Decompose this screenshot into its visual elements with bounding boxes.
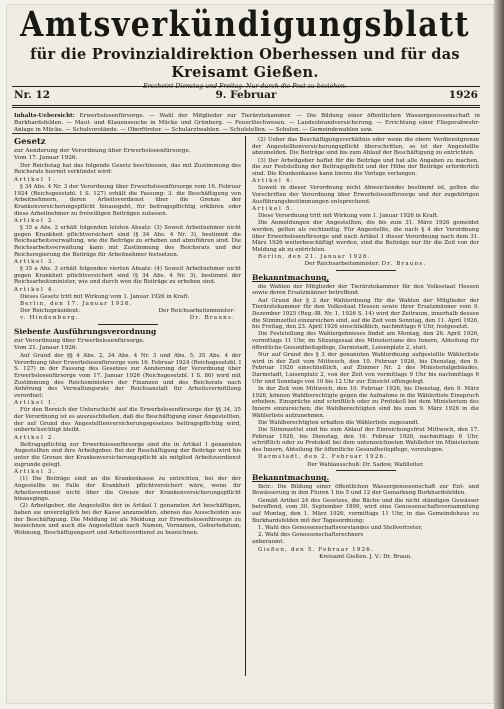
verordnung-art5-text: Diese Verordnung tritt mit Wirkung vom 1. Januar 1926 in Kraft. (258, 213, 439, 220)
gesetz-art4-title: Artikel 4. (14, 286, 57, 293)
verordnung-art5-title: Artikel 5. (252, 205, 295, 212)
gesetz-art1-title: Artikel 1. (14, 176, 57, 183)
verordnung-art3-title: Artikel 3. (14, 469, 57, 476)
table-of-contents (14, 113, 480, 134)
verordnung-place-date: Berlin, den 21. Januar 1926. (258, 254, 371, 261)
masthead (10, 6, 480, 91)
masthead-subtitle: für die Provinzialdirektion Oberhessen und für das Kreisamt Gießen. (30, 46, 460, 81)
issue-year: 1926 (448, 89, 478, 101)
bek1-place-date: Darmstadt, den 2. Februar 1926. (258, 454, 388, 461)
issue-number: Nr. 12 (14, 89, 51, 101)
verordnung-intro: Auf Grund der §§ 4 Abs. 2, 34 Abs. 4 Nr. 3 und Abs. 5, 35 Abs. 4 der Verordnung über Erwerbslosenfürsorge vom 16. Februar 1924 (Reichsgesetzbl. I S. 127) in der Fassung des Gesetzes zur Aenderung der Verordnung über Erwerbslosenfürsorge vom 17. Januar 1926 (Reichsgesetzbl. I S. 86) wird mit Zustimmung des Reichsministers der Finanzen und des Reichsrats nach Anhörung des Verwaltungsrats der Reichsanstalt für Arbeitsvermittlung verordnet: (14, 353, 241, 399)
continuation-text: (2) Ueber das Beschäftigungsverhältnis oder wenn die obere Verdienstgrenze der Angestelltenversicherungspflicht überschritten, so ist der Angestellte abzumelden. Die Beiträge sind bis zum Ablauf der Beschäftigung zu entrichten. (252, 137, 479, 157)
bek2-item-1: 1. Wahl des Genossenschaftsvorstandes und Stellvertreter, (258, 524, 423, 531)
header-rule-bottom (12, 105, 480, 106)
header-rule-double (12, 107, 480, 108)
gesetz-sig-left-name: v. Hindenburg. (20, 315, 79, 322)
book-binding-edge (494, 0, 504, 709)
gesetz-art1-text: § 34 Abs. 4 Nr. 3 der Verordnung über Erwerbslosenfürsorge vom 16. Februar 1924 (Reichsgesetzbl. I S. 127) erhält die Fassung: 3. die Beschäftigung von Arbeitnehmern, deren Arbeitsverdienst über die Grenze der Krankenversicherungspflicht hinausgeht, für beitragspflichtig erklären oder diese Arbeitnehmer zu freiwilligen Beiträgen zulassen. (14, 183, 241, 217)
gesetz-signature-names (20, 315, 235, 322)
bek2-text-2: Gemäß Artikel 24 des Gesetzes, die Bäche und die nicht ständigen Gewässer betreffend, vom 30. September 1899, wird eine Genossenschaftsversammlung auf Montag, den 1. März 1926, vormittags 11 Uhr, in das Gemeindehaus zu Burkhardsfelden mit der Tagesordnung: (252, 497, 479, 524)
issue-line (14, 89, 478, 103)
bek2-text-3: anberaumt. (252, 539, 285, 546)
gesetz-art3-text: § 35 a Abs. 3 erhält folgenden vierten Absatz: (4) Soweit Arbeitnehmer nicht gegen Krankheit pflichtversichert sind (§ 34 Abs. 4 Nr. 3), bestimmt der Reichsarbeitsminister, wie und durch wen die Beiträge zu erheben sind. (14, 266, 241, 286)
masthead-title: Amtsverkündigungsblatt (20, 4, 470, 46)
verordnung-art4-title: Artikel 4. (252, 178, 295, 185)
toc-label: Inhalts-Uebersicht: (14, 113, 75, 119)
gesetz-heading: Gesetz (14, 137, 46, 147)
verordnung-art2-title: Artikel 2. (14, 434, 57, 441)
header-rule-top (12, 86, 480, 87)
gesetz-art4-text: Dieses Gesetz tritt mit Wirkung vom 1. Januar 1926 in Kraft. (20, 293, 190, 300)
gesetz-place-date: Berlin, den 17. Januar 1926. (20, 301, 133, 307)
bek1-subheading: die Wahlen der Mitglieder der Tierärztekammer für den Volksstaat Hessen sowie deren Ersatzmänner betreffend. (252, 283, 479, 297)
bek1-text-4: In der Zeit vom Mittwoch, den 10. Februar 1926, bis Dienstag, den 9. März 1926, können Wahlberechtigte gegen die Aufnahme in die Wählerliste Einspruch erheben. Einsprüche sind schriftlich oder zu Protokoll bei dem Ministerium des Innern einzureichen; die Wahlberechtigten sind bis zum 9. März 1926 in die Wählerliste aufzunehmen. (252, 385, 479, 419)
bek2-place-date: Gießen, den 5. Februar 1926. (258, 546, 374, 553)
gesetz-art3-title: Artikel 3. (14, 258, 57, 265)
section-divider (336, 270, 396, 271)
verordnung-date: Vom 21. Januar 1926. (14, 345, 78, 352)
gesetz-art2-title: Artikel 2. (14, 217, 57, 224)
verordnung-art3-text: (1) Die Beiträge sind an die Krankenkasse zu entrichten, bei der der Angestellte im Falle der Krankheit pflichtversichert wäre, wenn ihr Arbeitsverdienst nicht über die Grenze der Krankenversicherungspflicht hinausginge. (14, 476, 241, 503)
gesetz-date: Vom 17. Januar 1926. (14, 155, 78, 162)
gesetz-signature-roles (20, 308, 235, 315)
bek1-text-3: Nur auf Grund des § 3 der genannten Wahlordnung aufgestellte Wählerliste wird in der Zeit vom Mittwoch, den 10. Februar 1926, bis Dienstag, den 9. Februar 1926 einschließlich, auf Zimmer Nr. 2 des Ministerialgebäudes, Darmstadt, Luisenplatz 2, von der Zeit von vormittags 9 Uhr bis nachmittags 6 Uhr und Sonntags von 10 bis 12 Uhr zur Einsicht offengelegt. (252, 352, 479, 385)
section-divider (98, 324, 158, 325)
bek2-signature: Kreisamt Gießen. J. V.: Dr. Braun. (319, 553, 412, 560)
publication-note: Erscheint Dienstag und Freitag. Nur durch die Post zu beziehen. (143, 83, 347, 90)
verordnung-art4-text: Soweit in dieser Verordnung nicht Abweichendes bestimmt ist, gelten die Vorschriften der Verordnung über Erwerbslosenfürsorge und der zugehörigen Ausführungsbestimmungen entsprechend. (252, 185, 479, 205)
bek2-item-2: 2. Wahl des Genossenschaftsrechners (258, 532, 364, 539)
verordnung-heading: Siebente Ausführungsverordnung (14, 327, 157, 337)
verordnung-subheading: zur Verordnung über Erwerbslosenfürsorge. (14, 337, 145, 344)
right-column (252, 137, 479, 561)
toc-text: Erwerbslosenfürsorge. — Wahl der Mitglieder zur Tierärztekammer. — Die Bildung einer öffentlichen Wassergenossenschaft in Burkhardsfelden. — Maul- und Klauenseuche in Mücke und Grünberg. — Feuerlöschwesen. — Landesbrandversicherung. — Errichtung einer Fliegerabwehr-Anlage in Mücke. — Schulvorstände. — Oberförster. — Schularztwahlen. — Schulstellen. — Schulen. — Gemeindewahlen usw. (14, 113, 481, 133)
bek2-text-1: Betr.: Die Bildung einer öffentlichen Wassergenossenschaft zur Ent- und Bewässerung in den Fluren 1 bis 5 und 12 der Gemarkung Burkhardsfelden. (252, 483, 479, 497)
verordnung-sig-name: Dr. Brauns. (381, 261, 427, 268)
continuation-text-2: (3) Der Arbeitgeber haftet für die Beiträge und hat alle Angaben zu machen, die zur Feststellung der Beitragspflicht und der Höhe der Beiträge erforderlich sind. Die Krankenkasse kann hierzu die Vorlage verlangen. (252, 157, 479, 177)
column-separator (245, 136, 246, 676)
bek2-heading: Bekanntmachung. (252, 473, 330, 483)
verordnung-art1-text: Für den Bereich der Unterschicht auf die Erwerbslosenfürsorge der §§ 34, 35 der Verordnung ist es auszuschließen, daß die Beschäftigung einer Angestellten, der auf Grund des Angestelltenversicherungsgesetzes beitragspflichtig wird, unberücksichtigt bleibt. (14, 407, 241, 434)
gesetz-sig-left-role: Der Reichspräsident: (20, 308, 81, 315)
transition-text: Die Anmeldungen der Angestellten, die bis zum 31. März 1926 gemeldet werden, gelten als rechtzeitig. Für Angestellte, die nach § 4 der Verordnung über Erwerbslosenfürsorge und nach Artikel 1 dieser Verordnung nach dem 31. März 1926 weiterbeschäftigt werden, sind die Beiträge nur für die Zeit von der Meldung ab zu entrichten. (252, 220, 479, 253)
bek1-text-1: Auf Grund der § 2 der Wahlordnung für die Wahlen der Mitglieder der Tierärztekammer für den Volksstaat Hessen sowie ihrer Ersatzmänner vom 9. Dezember 1925 (Reg.-Bl. Nr. 1, 1926 S. 14) wird der Zeitraum, innerhalb dessen die Stimmzettel einzureichen sind, auf die Zeit vom Sonntag, den 11. April 1926, bis Freitag, den 23. April 1926 einschließlich, nachmittags 6 Uhr, festgesetzt. (252, 297, 479, 331)
bek1-signature: Der Wahlausschuß: Dr. Sadow, Wahlleiter. (307, 461, 424, 468)
bek1-heading: Bekanntmachung, (252, 273, 330, 283)
bek1-text-2: Die Feststellung des Wahlergebnisses findet am Montag, den 26. April 1926, vormittags 11 Uhr, im Sitzungssaal des Ministeriums des Innern, Abteilung für öffentliche Gesundheitspflege, Darmstadt, Luisenplatz 2, statt. (252, 331, 479, 351)
left-column (14, 137, 241, 537)
toc-rule (12, 133, 480, 134)
verordnung-art2-text: Beitragspflichtig zur Erwerbslosenfürsorge sind die in Artikel 1 genannten Angestellten und ihre Arbeitgeber. Bei der Beschäftigung der Beiträge wird bis unter die Grenze der Krankenversicherungspflicht als mitglied Arbeitsverdienst zugrunde gelegt. (14, 441, 241, 468)
issue-date: 9. Februar (215, 89, 277, 101)
gesetz-art2-text: § 35 a Abs. 2 erhält folgenden letzten Absatz: (3) Soweit Arbeitnehmer nicht gegen Krankheit pflichtversichert sind (§ 34 Abs. 4 Nr. 3), bestimmt die Reichsarbeitsverwaltung, wie die Beiträge zu erheben und abzuführen sind. Die Reichsarbeitsverwaltung kann mit Zustimmung des Reichsrats und der Reichsregierung die Beiträge für Arbeitnehmer festsetzen. (14, 224, 241, 258)
gesetz-subheading: zur Aenderung der Verordnung über Erwerbslosenfürsorge. (14, 147, 191, 154)
gesetz-sig-right-role: Der Reichsarbeitsminister: (158, 308, 235, 315)
verordnung-signature (252, 261, 479, 268)
bek1-text-5: Die Wahlberechtigten erhalten die Wählerliste zugesandt. (258, 419, 420, 426)
verordnung-art3-text2: (2) Arbeitgeber, die Angestellte der in Artikel 1 genannten Art beschäftigen, haben sie unverzüglich bei der Kasse anzumelden, ebenso das Ausscheiden aus der Beschäftigung. Die Meldung ist als Meldung zur Erwerbslosenfürsorge zu bezeichnen und auch die Angestellten nach Namen, Vornamen, Geburtsdatum, Wohnung, Beschäftigungsort und Arbeitsverdienst zu bezeichnen. (14, 503, 241, 537)
bek1-text-6: Die Stimmzettel sind bis zum Ablauf der Einreichungsfrist Mittwoch, den 17. Februar 1926, bis Dienstag, den 16. Februar 1926, nachmittags 6 Uhr, schriftlich oder zu Protokoll bei dem untenzeichneten Wahlleiter im Ministerium des Innern, Abteilung für öffentliche Gesundheitspflege, vorzulegen. (252, 427, 479, 453)
section-divider (336, 470, 396, 471)
gesetz-intro: Der Reichstag hat das folgende Gesetz beschlossen, das mit Zustimmung des Reichsrats hiermit verkündet wird: (14, 162, 241, 176)
verordnung-sig-role: Der Reichsarbeitsminister: (304, 261, 380, 268)
gesetz-sig-right-name: Dr. Brauns. (189, 315, 235, 322)
verordnung-art1-title: Artikel 1. (14, 400, 57, 407)
